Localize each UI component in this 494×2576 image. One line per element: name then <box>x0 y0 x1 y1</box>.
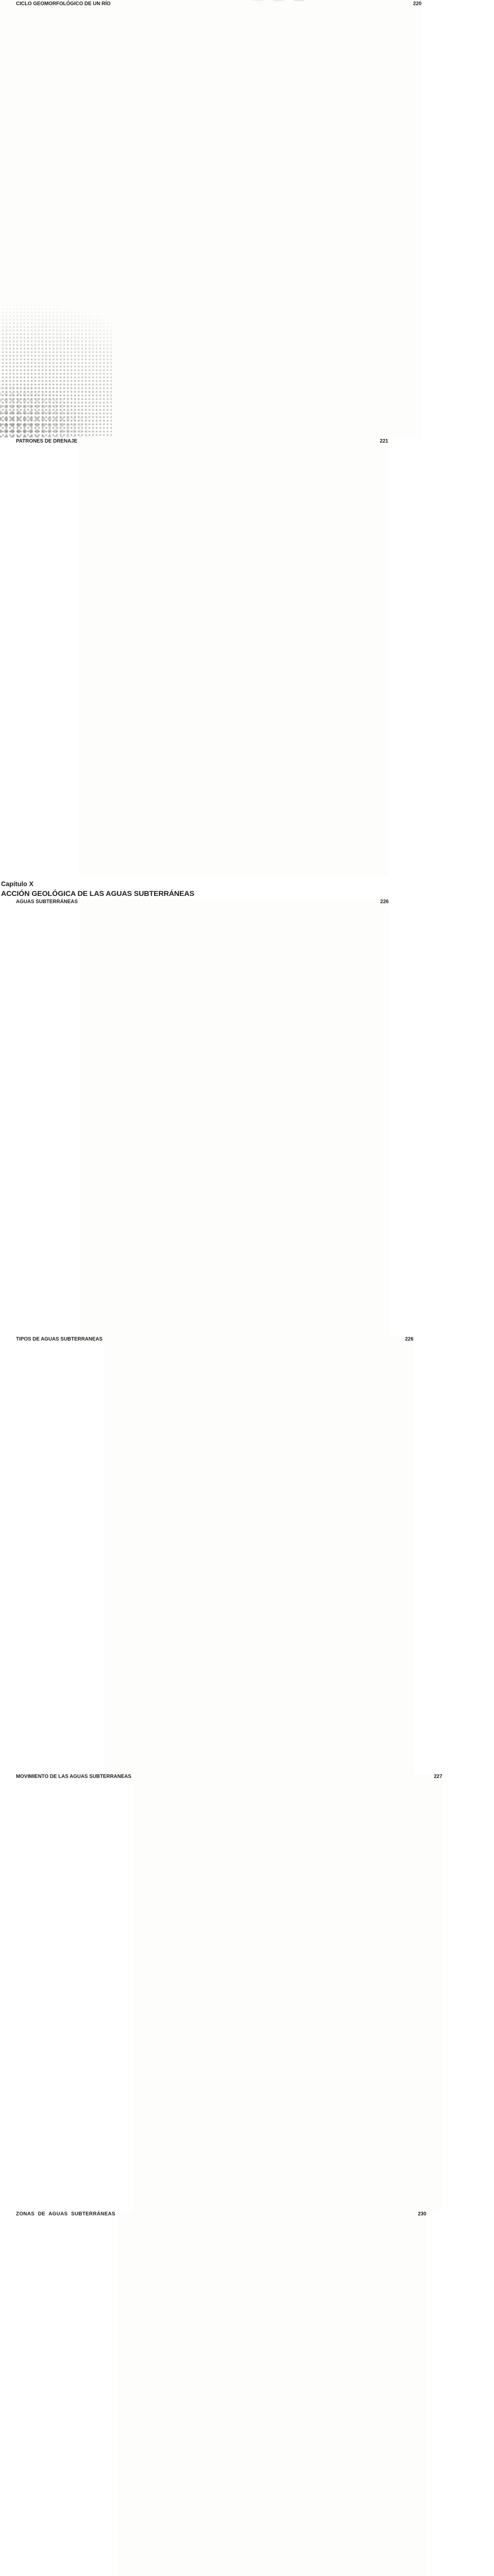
page-number: 226 <box>79 899 389 1336</box>
page-number: 230 <box>117 2211 426 2576</box>
toc-entry <box>1 2211 426 2576</box>
page-number: 226 <box>104 1336 414 1774</box>
toc-entry-label: PATRONES DE DRENAJE <box>16 438 77 444</box>
toc-entry-label: CICLO GEOMORFOLÓGICO DE UN RÍO <box>16 1 111 7</box>
toc-entry-label: MOVIMIENTO DE LAS AGUAS SUBTERRÁNEAS <box>16 1774 131 1780</box>
toc-entry <box>1 899 389 1336</box>
chapter-title: ACCIÓN GEOLÓGICA DE LAS AGUAS SUBTERRÁNEAS <box>1 890 194 898</box>
toc-section <box>1 1 422 876</box>
toc-entry-label: AGUAS SUBTERRÁNEAS <box>16 899 78 905</box>
toc-entry-label: TIPOS DE AGUAS SUBTERRÁNEAS <box>16 1336 103 1342</box>
page-number: 221 <box>79 438 388 876</box>
toc-entry <box>1 1336 414 1774</box>
page-number: 227 <box>133 1774 442 2211</box>
toc-section <box>1 880 442 2576</box>
toc-entry <box>1 438 388 876</box>
toc-entry <box>1 1 422 438</box>
toc-entry-label: ZONAS DE AGUAS SUBTERRÁNEAS <box>16 2211 116 2217</box>
toc-entry <box>1 1774 442 2211</box>
chapter-label: Capítulo X <box>1 880 34 888</box>
page-number: 220 <box>112 1 421 438</box>
